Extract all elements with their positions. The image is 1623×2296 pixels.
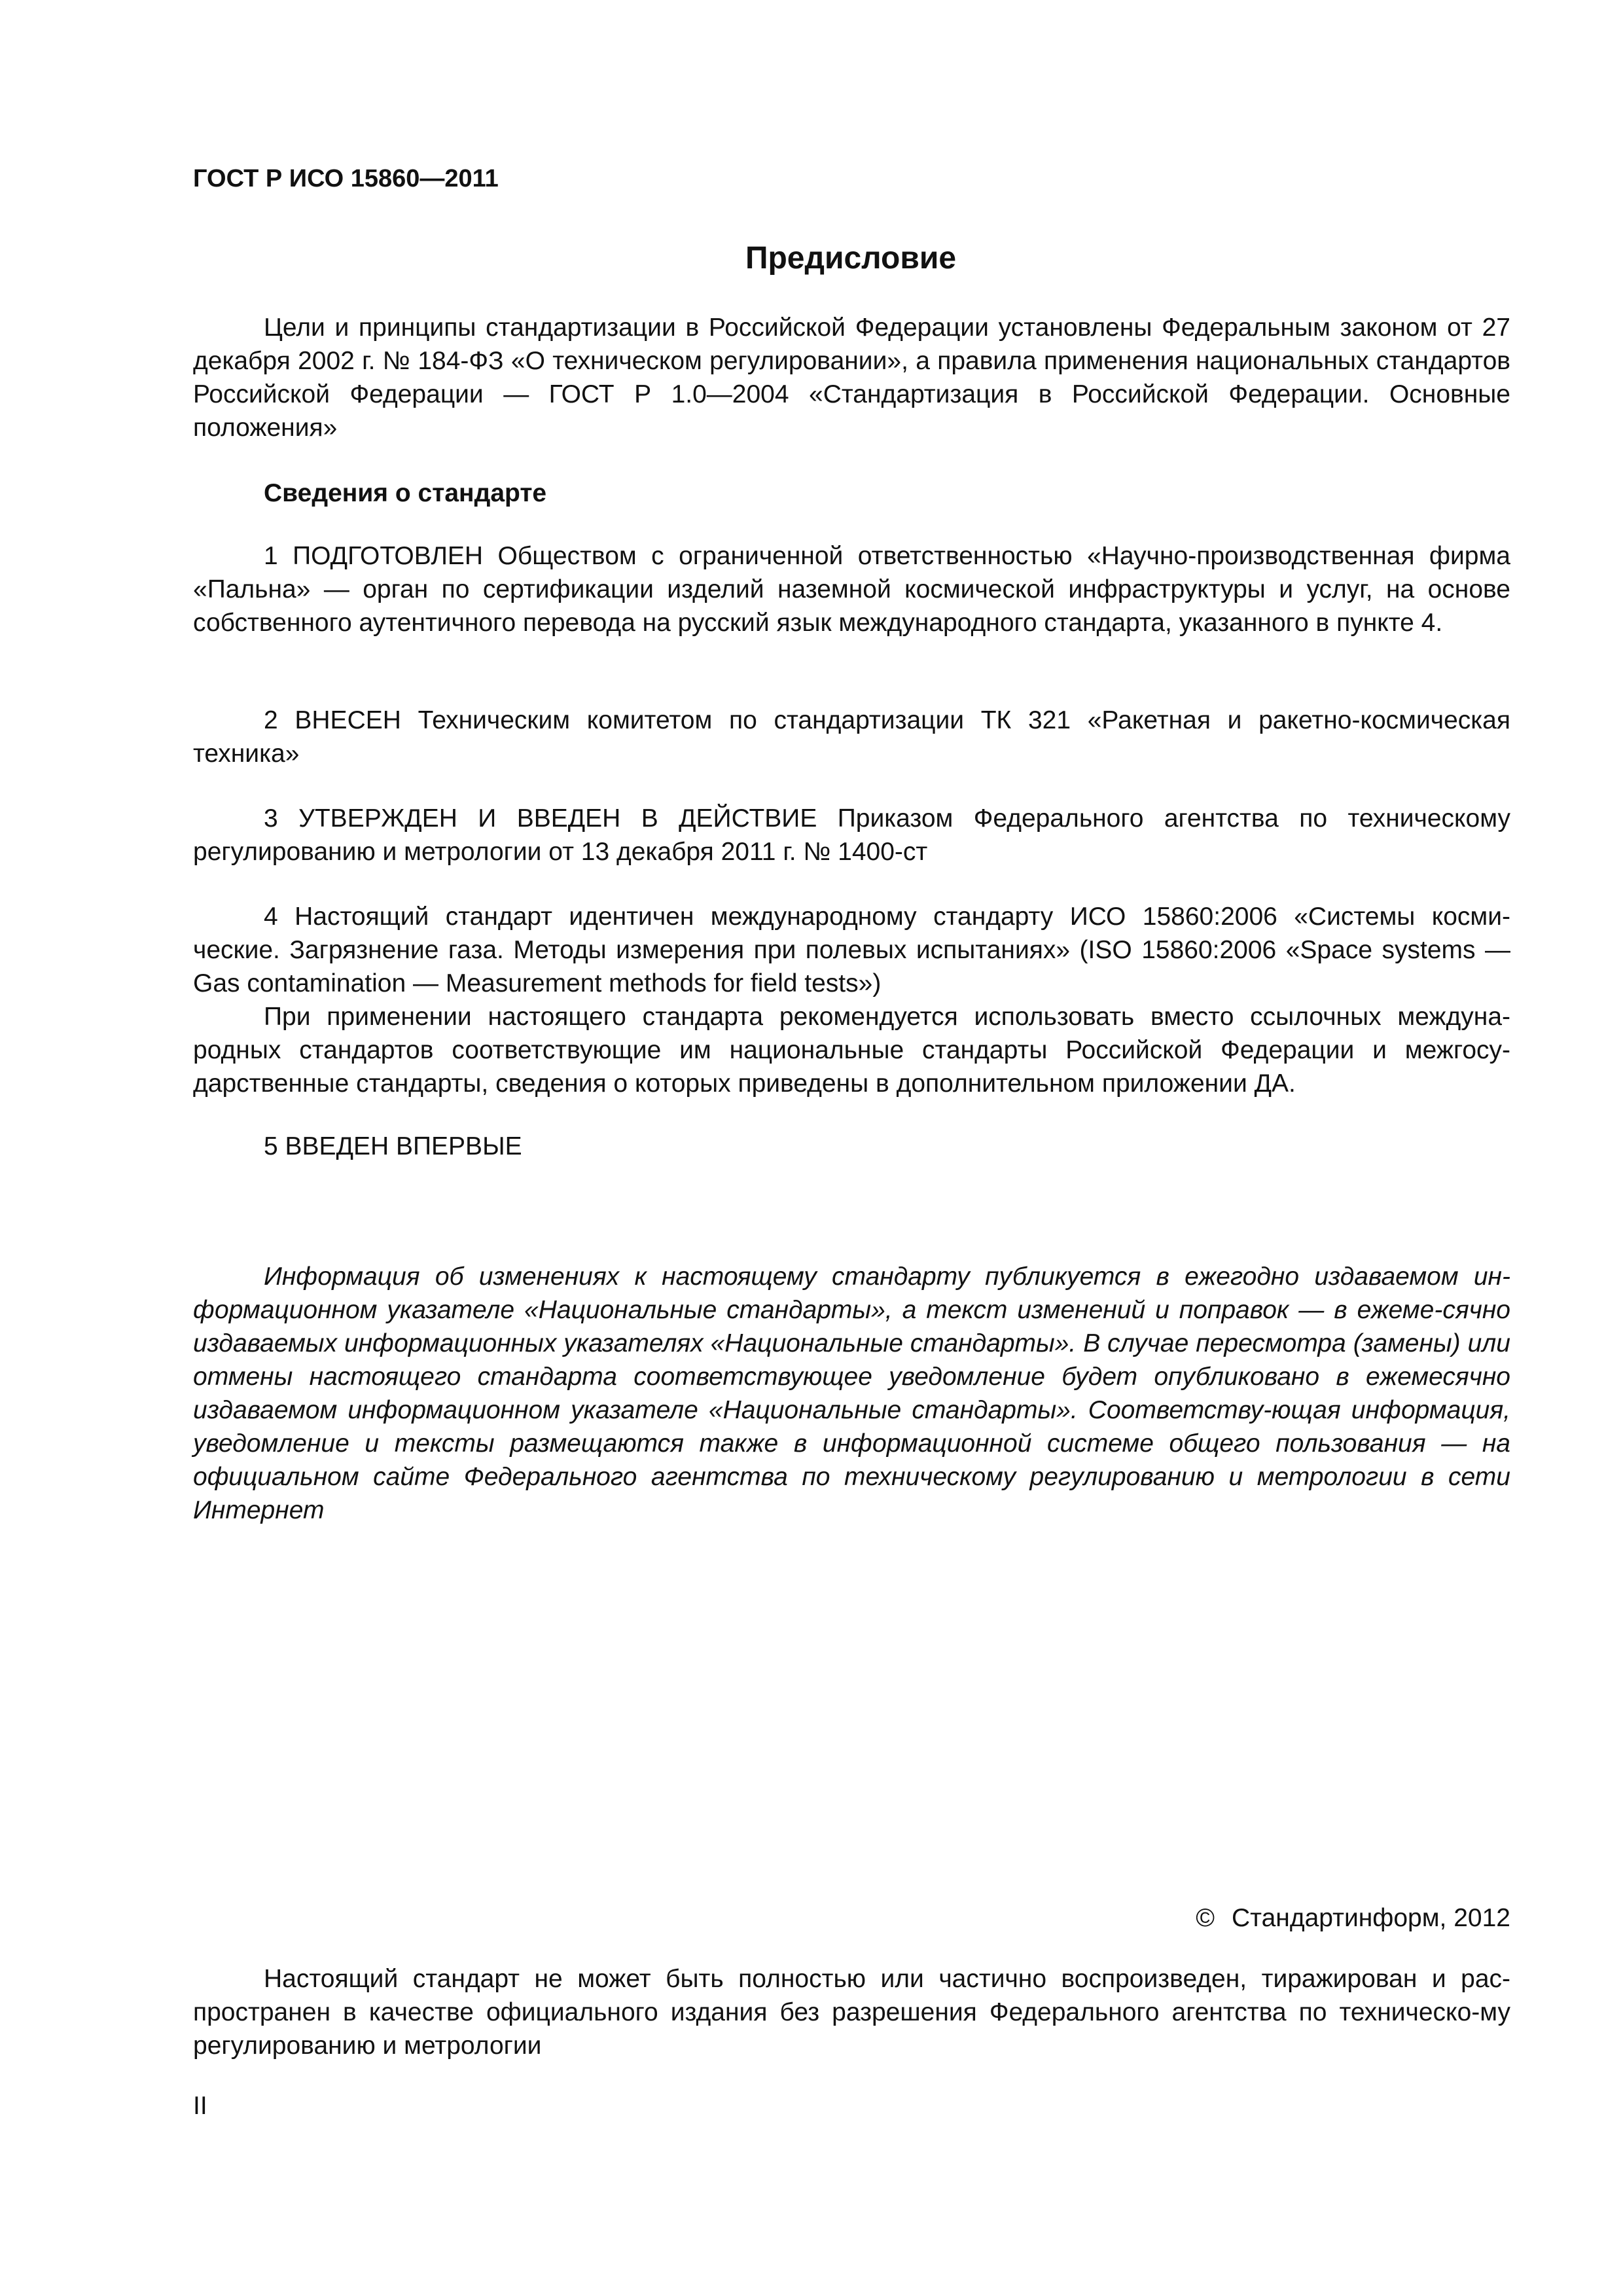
copyright-line <box>1196 1901 1510 1935</box>
intro-paragraph: Цели и принципы стандартизации в Российской Федерации установлены Федеральным законом от 27 декабря 2002 г. № 184-ФЗ «О техническом регулировании», а правила применения национальных стандартов Российской Федерации — ГОСТ Р 1.0—2004 «Стандартизация в Российской Федерации. Основные положения» <box>193 314 1510 442</box>
item-approved: 3 УТВЕРЖДЕН И ВВЕДЕН В ДЕЙСТВИЕ Приказом Федерального агентства по техническому регулированию и метрологии от 13 декабря 2011 г. № 1400-ст <box>193 804 1510 866</box>
standard-id-header: ГОСТ Р ИСО 15860—2011 <box>193 165 499 192</box>
copyright-icon: © <box>1196 1904 1215 1932</box>
reproduction-notice: Настоящий стандарт не может быть полностью или частично воспроизведен, тиражирован и рас-пространен в качестве официального издания без разрешения Федерального агентства по техническо-му регулированию и метрологии <box>193 1965 1510 2060</box>
item-references-note: При применении настоящего стандарта рекомендуется использовать вместо ссылочных междуна-родных стандартов соответствующие им национальные стандарты Российской Федерации и межгосу-дарственные стандарты, сведения о которых приведены в дополнительном приложении ДА. <box>193 1003 1510 1098</box>
item-submitted: 2 ВНЕСЕН Техническим комитетом по стандартизации ТК 321 «Ракетная и ракетно-космическая техника» <box>193 706 1510 768</box>
copyright-text: Стандартинформ, 2012 <box>1232 1904 1510 1932</box>
item-prepared: 1 ПОДГОТОВЛЕН Обществом с ограниченной ответственностью «Научно-производственная фирма «Пальна» — орган по сертификации изделий наземной космической инфраструктуры и услуг, на основе собственного аутентичного перевода на русский язык международного стандарта, указанного в пункте 4. <box>193 542 1510 637</box>
item-identical-standard: 4 Настоящий стандарт идентичен международному стандарту ИСО 15860:2006 «Системы косми-ческие. Загрязнение газа. Методы измерения при полевых испытаниях» (ISO 15860:2006 «Space systems — Gas contamination — Measurement methods for field tests») <box>193 903 1510 997</box>
changes-notice: Информация об изменениях к настоящему стандарту публикуется в ежегодно издаваемом ин-формационном указателе «Национальные стандарты», а текст изменений и поправок — в ежеме-сячно издаваемых информационных указателях «Национальные стандарты». В случае пересмотра (замены) или отмены настоящего стандарта соответствующее уведомление будет опубликовано в ежемесячно издаваемом информационном указателе «Национальные стандарты». Соответству-ющая информация, уведомление и тексты размещаются также в информационной системе общего пользования — на официальном сайте Федерального агентства по техническому регулированию и метрологии в сети Интернет <box>193 1263 1510 1524</box>
item-first-introduced: 5 ВВЕДЕН ВПЕРВЫЕ <box>264 1132 522 1160</box>
page-number: II <box>193 2092 207 2120</box>
page-title: Предисловие <box>745 241 957 276</box>
info-heading: Сведения о стандарте <box>264 479 547 507</box>
